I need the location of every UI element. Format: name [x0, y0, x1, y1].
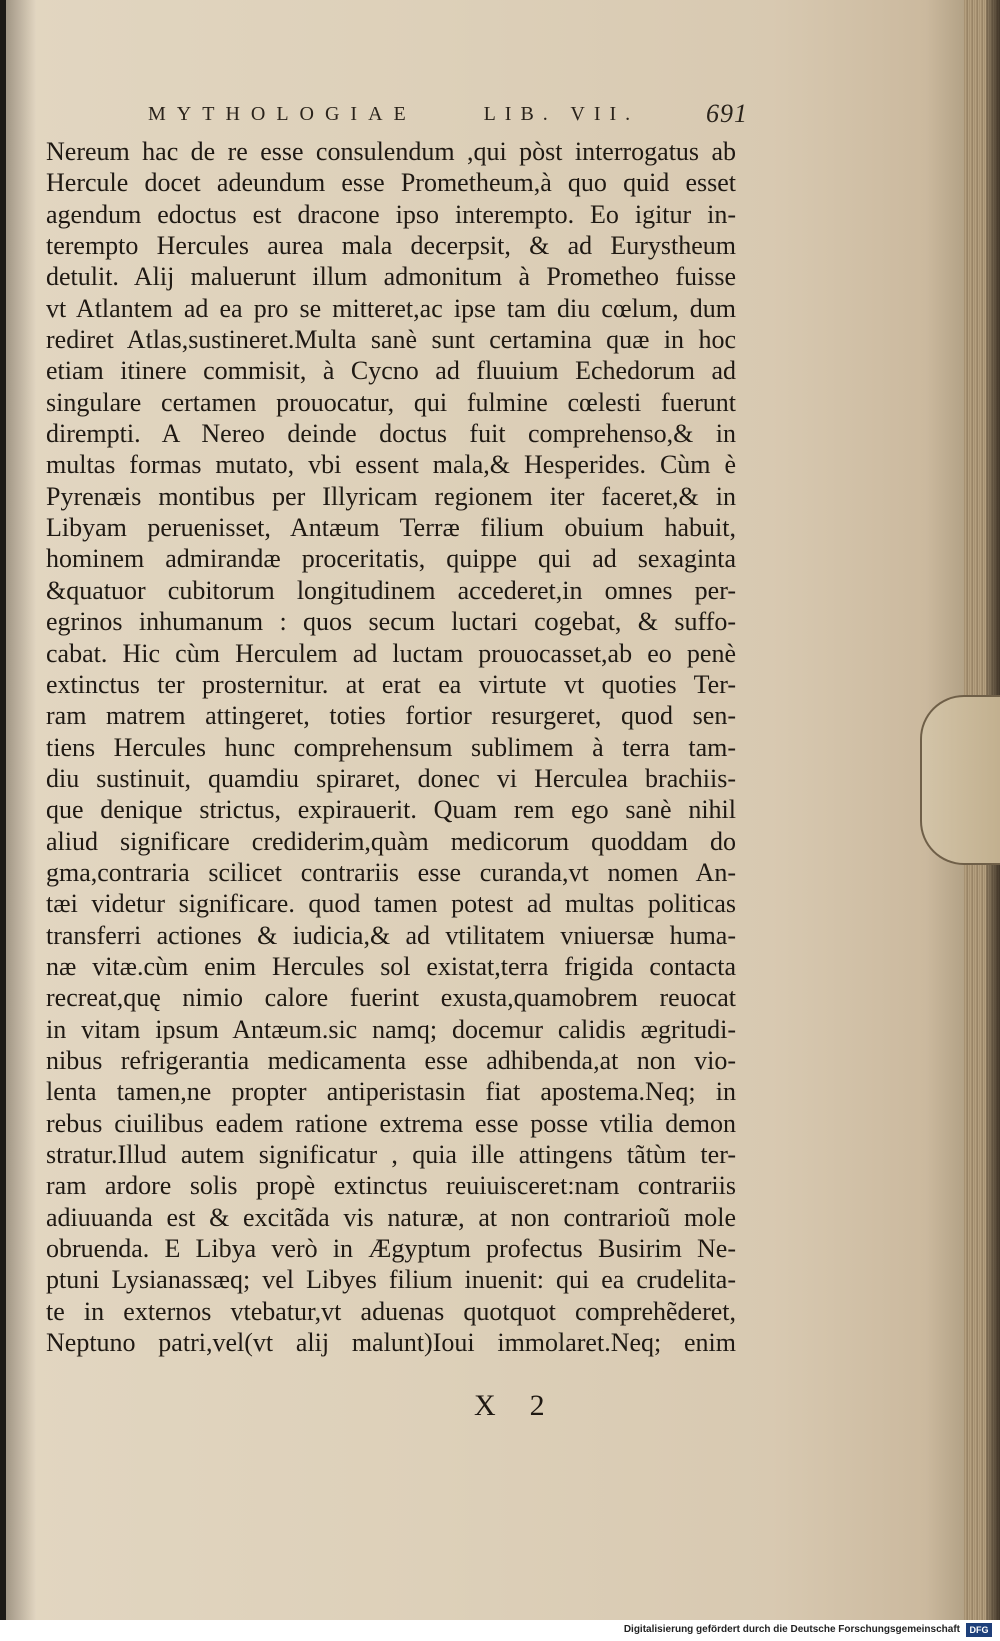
text-line: agendum edoctus est dracone ipso interempto. Eo igitur in-	[46, 199, 736, 229]
gutter-shadow	[6, 0, 36, 1620]
text-line: Pyrenæis montibus per Illyricam regionem iter faceret,& in	[46, 481, 736, 511]
text-line: cabat. Hic cùm Herculem ad luctam prouocasset,ab eo penè	[46, 638, 736, 668]
text-line: multas formas mutato, vbi essent mala,& Hesperides. Cùm è	[46, 450, 736, 480]
text-line: ram ardore solis propè extinctus reuiuisceret:nam contrariis	[46, 1171, 736, 1201]
text-line: Nereum hac de re esse consulendum ,qui pòst interrogatus ab	[46, 137, 736, 166]
text-line: Libyam peruenisset, Antæum Terræ filium obuium habuit,	[46, 513, 736, 543]
text-line: singulare certamen prouocatur, qui fulmine cœlesti fuerunt	[46, 387, 736, 417]
text-line: adiuuanda est & excitãda vis naturæ, at non contrarioũ mole	[46, 1202, 736, 1232]
text-line: obruenda. E Libya verò in Ægyptum profectus Busirim Ne-	[46, 1234, 736, 1264]
text-line: gma,contraria scilicet contrariis esse curanda,vt nomen An-	[46, 857, 736, 887]
text-line: extinctus ter prosternitur. at erat ea virtute vt quoties Ter-	[46, 669, 736, 699]
page-number: 691	[705, 99, 748, 128]
text-line: dirempti. A Nereo deinde doctus fuit comprehenso,& in	[46, 419, 736, 449]
text-line: aliud significare crediderim,quàm medicorum quoddam do	[46, 826, 736, 856]
text-line: lenta tamen,ne propter antiperistasin fiat apostema.Neq; in	[46, 1077, 736, 1107]
text-line: Hercule docet adeundum esse Prometheum,à quo quid esset	[46, 168, 736, 198]
text-line: stratur.Illud autem significatur , quia ille attingens tãtùm ter-	[46, 1140, 736, 1169]
text-line: tiens Hercules hunc comprehensum sublimem à terra tam-	[46, 732, 736, 762]
text-line: te in externos vtebatur,vt aduenas quotquot comprehẽderet,	[46, 1296, 736, 1326]
page-clip	[920, 695, 1000, 865]
text-line: etiam itinere commisit, à Cycno ad fluuium Echedorum ad	[46, 356, 736, 386]
text-line: næ vitæ.cùm enim Hercules sol existat,terra frigida contacta	[46, 951, 736, 981]
running-head-book: LIB. VII.	[483, 102, 640, 125]
digitization-credit: Digitalisierung gefördert durch die Deutsche Forschungsgemeinschaft	[623, 1624, 960, 1635]
text-line: transferri actiones & iudicia,& ad vtilitatem vniuersæ huma-	[46, 920, 736, 950]
dfg-logo: DFG	[966, 1623, 992, 1637]
text-line: egrinos inhumanum : quos secum luctari cogebat, & suffo-	[46, 607, 736, 637]
text-line: hominem admirandæ proceritatis, quippe qui ad sexaginta	[46, 544, 736, 574]
text-line: ram matrem attingeret, toties fortior resurgeret, quod sen-	[46, 701, 736, 731]
text-line: detulit. Alij maluerunt illum admonitum à Prometheo fuisse	[46, 262, 736, 292]
text-line: vt Atlantem ad ea pro se mitteret,ac ipse tam diu cœlum, dum	[46, 293, 736, 323]
text-line: rebus ciuilibus eadem ratione extrema esse posse vtilia demon	[46, 1108, 736, 1138]
text-line: que denique strictus, expirauerit. Quam rem ego sanè nihil	[46, 795, 736, 825]
text-line: rediret Atlas,sustineret.Multa sanè sunt certamina quæ in hoc	[46, 325, 736, 355]
running-head-title: MYTHOLOGIAE	[148, 102, 417, 125]
running-head	[148, 96, 748, 132]
text-line: nibus refrigerantia medicamenta esse adhibenda,at non vio-	[46, 1045, 736, 1075]
text-line: recreat,quę nimio calore fuerint exusta,quamobrem reuocat	[46, 983, 736, 1013]
text-line: in vitam ipsum Antæum.sic namq; docemur calidis ægritudi-	[46, 1014, 736, 1044]
text-line: Neptuno patri,vel(vt alij malunt)Ioui immolaret.Neq; enim	[46, 1328, 736, 1358]
text-line: tæi videtur significare. quod tamen potest ad multas politicas	[46, 889, 736, 919]
text-line: terempto Hercules aurea mala decerpsit, & ad Eurystheum	[46, 231, 736, 261]
signature-number: 2	[529, 1389, 545, 1422]
signature-letter: X	[474, 1389, 496, 1422]
body-text	[46, 136, 736, 1358]
signature-mark	[474, 1386, 594, 1426]
text-line: diu sustinuit, quamdiu spiraret, donec vi Herculea brachiis-	[46, 763, 736, 793]
text-line: ptuni Lysianassæq; vel Libyes filium inuenit: qui ea crudelita-	[46, 1265, 736, 1295]
text-line: &quatuor cubitorum longitudinem accederet,in omnes per-	[46, 575, 736, 605]
